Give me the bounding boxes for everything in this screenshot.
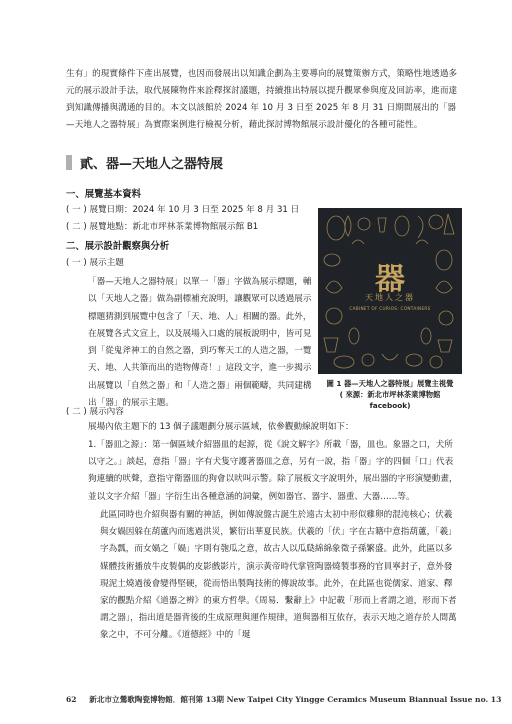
- intro-paragraph: 生有」的現實條件下產出展覽，也因而發展出以知識企劃為主要導向的展覽策辦方式，策略性地透過多元的展示設計手法，取代展陳物件來詮釋探討議題，持續推出特展以提升觀眾參與度及回訪率，進而達到知識傳播與溝通的目的。本文以該館於 2024 年 10 月 3 日至 2025 年 8 月 31 日期間展出的「器—天地人之器特展」為實際案例進行檢視分析，藉此探討博物館展示設計優化的各種可能性。: [66, 69, 458, 130]
- theme-label: ( 一 ) 展示主題: [66, 258, 124, 268]
- figure-caption-title: 圖 1 器—天地人之器特展」展覽主視覺: [326, 379, 454, 388]
- poster-glyph: 器: [375, 262, 405, 297]
- content-label: ( 二 ) 展示內容: [66, 407, 124, 417]
- exhibition-date: ( 一 ) 展覽日期：2024 年 10 月 3 日至 2025 年 8 月 31 日: [66, 205, 300, 215]
- exhibition-venue: ( 二 ) 展覽地點：新北市坪林茶業博物館展示館 B1: [66, 222, 259, 232]
- basic-info-heading: 一、展覽基本資料: [66, 189, 142, 200]
- journal-title: 新北市立鶯歌陶瓷博物館．館刊第 13期 New Taipei City Yingge Ceramics Museum Biannual Issue no. 13: [89, 695, 502, 704]
- item1-body-paragraph: 此區同時也介紹與器有關的神話，例如傳說盤古誕生於遠古太初中形似雞卵的混沌核心；伏羲與女媧因躲在葫蘆內而逃過洪災，繁衍出華夏民族。伏羲的「伏」字在古籍中意指葫蘆，「羲」字為瓢，而女媧之「媧」字則有匏瓜之意，故古人以瓜瓞綿綿象徵子孫繁盛。此外，此區以多媒體技術播放牛皮製偶的皮影戲影片，演示黃帝時代掌管陶器燒製事務的官員寧封子，意外發現泥土燒過後會變得堅硬，從而悟出製陶技術的傳說故事。此外，在此區也從儒家、道家、釋家的觀點介紹《道器之辨》的東方哲學。《周易．繫辭上》中記載「形而上者謂之道，形而下者謂之器」，指出道是器背後的生成原理與運作規律，道與器相互依存，表示天地之道存於人間萬象之中，不可分離。《道德經》中的「埏: [100, 510, 457, 641]
- poster-subtitle: 天地人之器: [365, 293, 415, 302]
- design-analysis-heading: 二、展示設計觀察與分析: [66, 241, 170, 252]
- section-heading: [66, 153, 223, 171]
- content-lead: 展場內依主題下的 13 個子議題劃分展示區域，依參觀動線說明如下：: [88, 422, 354, 432]
- figure-poster: [318, 208, 462, 374]
- figure-caption-source: ( 來源：新北市坪林茶業博物館 facebook): [339, 390, 441, 410]
- list-item: 1.「器皿之源」：第一個區域介紹器皿的起源，從《說文解字》所載「器，皿也。象器之口，犬所以守之。」談起，意指「器」字有犬隻守護著器皿之意，另有一說，指「器」字的四個「口」代表狗連續的吠聲，意指守衛器皿的狗會以吠叫示警。除了展板文字說明外，展出器的字形演變動畫，並以文字介紹「器」字衍生出各種意涵的詞彙，例如器官、器宇、器重、大器……等。: [88, 440, 458, 502]
- page-number: 62: [66, 695, 77, 704]
- section-marker: [66, 155, 72, 170]
- page-footer: [66, 694, 501, 705]
- poster-english-title: CABINET OF CURIOS: CONTAINERS: [349, 306, 431, 311]
- figure-caption: [318, 378, 462, 411]
- theme-paragraph: 「器—天地人之器特展」以單一「器」字做為展示標題，輔以「天地人之器」做為副標補充說明，讓觀眾可以透過展示標題猜測到展覽中包含了「天、地、人」相關的器。此外，在展覽各式文宣上，以及展場入口處的展板說明中，皆可見到「從鬼斧神工的自然之器，到巧奪天工的人造之器，一覽天、地、人共筆而出的造物傳奇！」這段文字，進一步揭示出展覽以「自然之器」和「人造之器」兩個範疇，共同建構出「器」的展示主題。: [88, 277, 312, 409]
- section-title: 貳、器—天地人之器特展: [80, 156, 224, 172]
